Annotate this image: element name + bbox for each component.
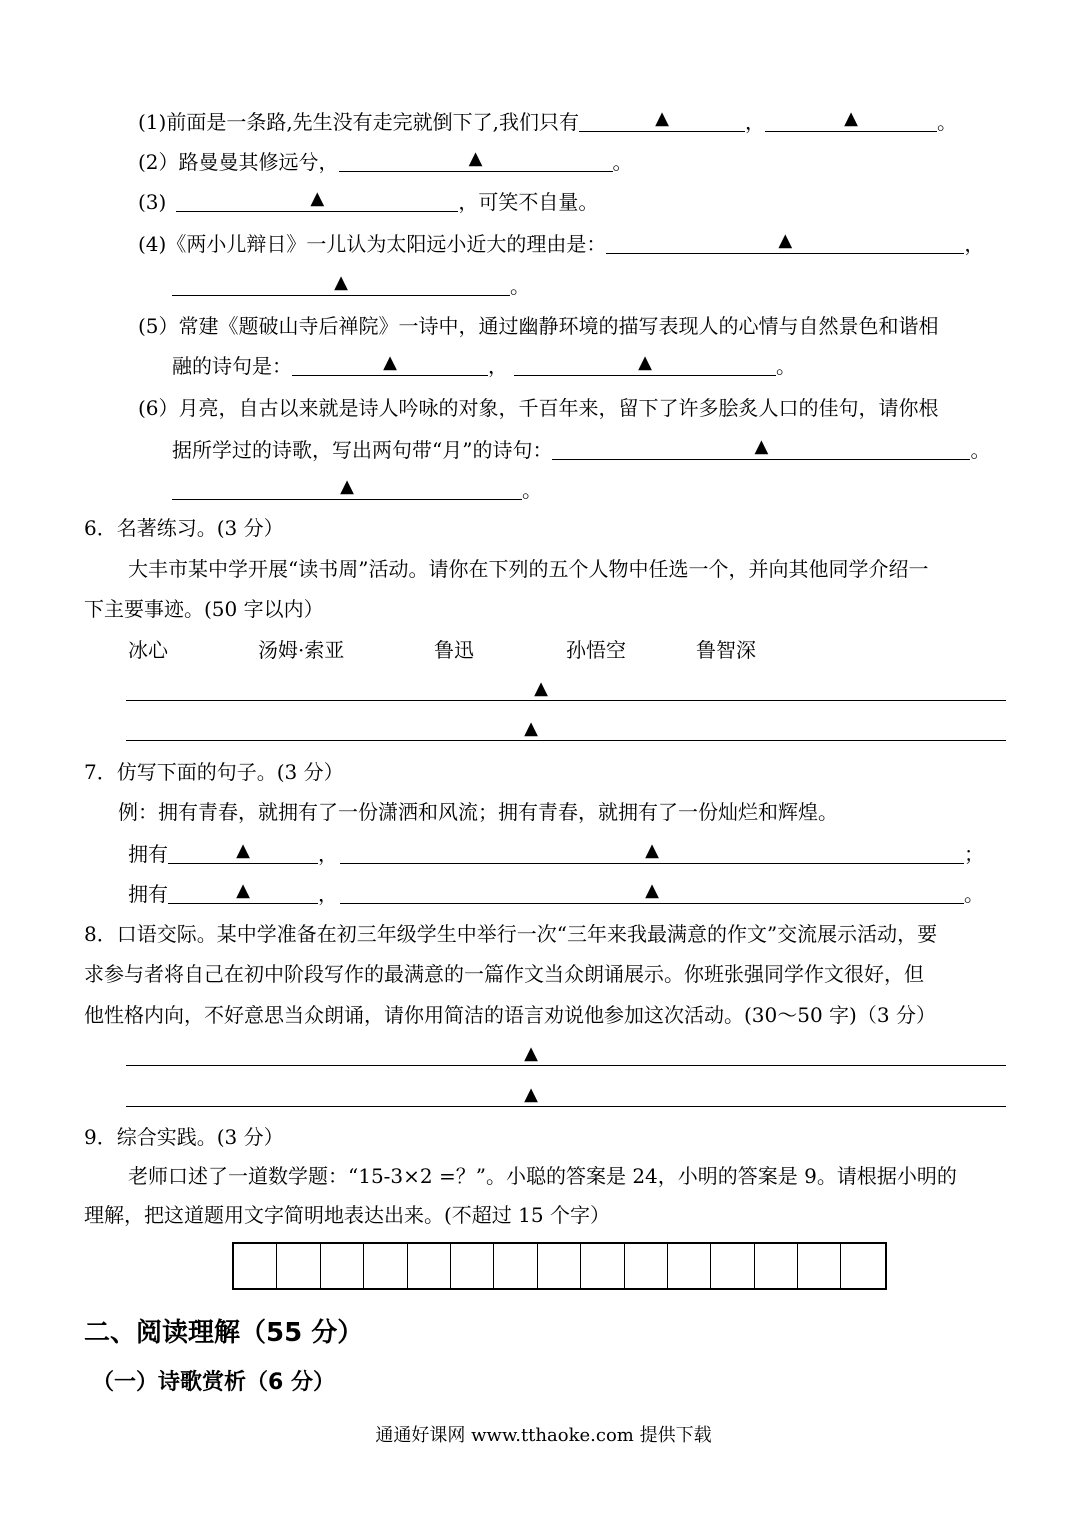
- q5-item3: (3) ▲ ，可笑不自量。: [138, 188, 599, 214]
- name-option: 孙悟空: [566, 638, 626, 662]
- q9-line2: 理解，把这道题用文字简明地表达出来。(不超过 15 个字）: [84, 1203, 610, 1227]
- answer-box[interactable]: [538, 1244, 581, 1288]
- answer-marker: ▲: [524, 1043, 538, 1064]
- answer-blank[interactable]: ▲: [765, 111, 937, 132]
- answer-grid[interactable]: [232, 1242, 887, 1290]
- answer-box[interactable]: [668, 1244, 711, 1288]
- answer-blank[interactable]: ▲: [339, 151, 613, 172]
- answer-blank[interactable]: ▲: [606, 233, 964, 254]
- answer-blank[interactable]: ▲: [552, 439, 970, 460]
- name-option: 鲁智深: [696, 638, 756, 662]
- q8-line3: 他性格内向，不好意思当众朗诵，请你用简洁的语言劝说他参加这次活动。(30～50 字)（3 分）: [84, 1003, 936, 1027]
- answer-blank[interactable]: ▲: [514, 355, 776, 376]
- answer-box[interactable]: [841, 1244, 884, 1288]
- answer-blank[interactable]: ▲: [168, 843, 318, 864]
- answer-blank[interactable]: ▲: [172, 479, 522, 500]
- q8-line1: 8．口语交际。某中学准备在初三年级学生中举行一次“三年来我最满意的作文”交流展示活动，要: [84, 922, 938, 946]
- subsection-title: （一）诗歌赏析（6 分）: [92, 1370, 335, 1395]
- answer-blank[interactable]: ▲: [168, 883, 318, 904]
- section-title: 二、阅读理解（55 分）: [84, 1318, 364, 1348]
- name-option: 冰心: [128, 638, 168, 662]
- answer-box[interactable]: [321, 1244, 364, 1288]
- footer: 通通好课网 www.tthaoke.com 提供下载: [375, 1425, 712, 1446]
- answer-blank[interactable]: ▲: [579, 111, 745, 132]
- answer-box[interactable]: [364, 1244, 407, 1288]
- answer-box[interactable]: [625, 1244, 668, 1288]
- q5-item4: (4)《两小儿辩日》一儿认为太阳远小近大的理由是： ▲ ，: [138, 230, 985, 256]
- answer-box[interactable]: [755, 1244, 798, 1288]
- q7-line2: 拥有 ▲ ， ▲ 。: [128, 880, 984, 906]
- q5-item2: (2）路曼曼其修远兮， ▲ 。: [138, 148, 633, 174]
- q5-item1: (1)前面是一条路,先生没有走完就倒下了,我们只有 ▲ ， ▲ 。: [138, 108, 958, 134]
- answer-marker: ▲: [534, 678, 548, 699]
- name-option: 鲁迅: [434, 638, 474, 662]
- answer-line[interactable]: [126, 740, 1006, 741]
- q6-body-line2: 下主要事迹。(50 字以内）: [84, 597, 324, 621]
- q6-title: 6．名著练习。(3 分）: [84, 516, 284, 540]
- q9-line1: 老师口述了一道数学题：“15-3×2 =？”。小聪的答案是 24，小明的答案是 9。请根据小明的: [128, 1164, 957, 1188]
- answer-box[interactable]: [494, 1244, 537, 1288]
- q5-item6: (6）月亮，自古以来就是诗人吟咏的对象，千百年来，留下了许多脍炙人口的佳句，请你根: [138, 396, 939, 420]
- q7-example: 例：拥有青春，就拥有了一份潇洒和风流；拥有青春，就拥有了一份灿烂和辉煌。: [118, 800, 838, 824]
- q7-line1: 拥有 ▲ ， ▲ ；: [128, 840, 984, 866]
- answer-blank[interactable]: ▲: [340, 843, 964, 864]
- answer-blank[interactable]: ▲: [292, 355, 488, 376]
- answer-line[interactable]: [126, 1065, 1006, 1066]
- answer-line[interactable]: [126, 1106, 1006, 1107]
- name-option: 汤姆·索亚: [258, 638, 345, 662]
- answer-line[interactable]: [126, 700, 1006, 701]
- q9-title: 9．综合实践。(3 分）: [84, 1125, 284, 1149]
- q5-item4-cont: ▲ 。: [172, 272, 530, 300]
- answer-box[interactable]: [408, 1244, 451, 1288]
- q7-title: 7．仿写下面的句子。(3 分）: [84, 760, 344, 784]
- q5-item6-cont: 据所学过的诗歌，写出两句带“月”的诗句： ▲ 。: [172, 436, 991, 462]
- answer-box[interactable]: [798, 1244, 841, 1288]
- q8-line2: 求参与者将自己在初中阶段写作的最满意的一篇作文当众朗诵展示。你班张强同学作文很好，但: [84, 962, 924, 986]
- answer-blank[interactable]: ▲: [340, 883, 964, 904]
- answer-box[interactable]: [581, 1244, 624, 1288]
- q6-body-line1: 大丰市某中学开展“读书周”活动。请你在下列的五个人物中任选一个，并向其他同学介绍一: [128, 557, 929, 581]
- q5-item6-cont2: ▲ 。: [172, 476, 542, 504]
- q5-item5-cont: 融的诗句是： ▲ ， ▲ 。: [172, 352, 796, 378]
- answer-blank[interactable]: ▲: [172, 275, 510, 296]
- answer-box[interactable]: [234, 1244, 277, 1288]
- answer-marker: ▲: [524, 718, 538, 739]
- answer-marker: ▲: [524, 1084, 538, 1105]
- q5-item5: (5）常建《题破山寺后禅院》一诗中，通过幽静环境的描写表现人的心情与自然景色和谐相: [138, 314, 939, 338]
- answer-box[interactable]: [277, 1244, 320, 1288]
- answer-box[interactable]: [711, 1244, 754, 1288]
- answer-box[interactable]: [451, 1244, 494, 1288]
- answer-blank[interactable]: ▲: [176, 191, 458, 212]
